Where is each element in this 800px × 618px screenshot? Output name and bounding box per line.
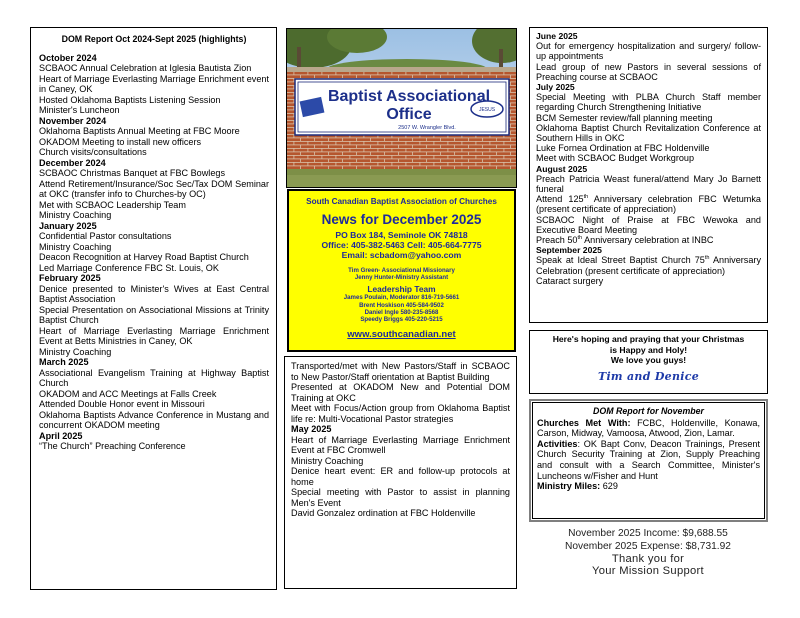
ministry-miles: Ministry Miles: 629 [537, 481, 618, 492]
month-heading: January 2025 [39, 220, 97, 231]
website-link[interactable]: www.southcanadian.net [347, 329, 456, 341]
list-item: Denice presented to Minister's Wives at East Central Baptist Association [39, 283, 269, 304]
month-heading: December 2024 [39, 157, 106, 168]
month-heading: November 2024 [39, 115, 107, 126]
activities: Activities: OK Bapt Conv, Deacon Trainings, Present Church Security Training at Zion, Supply Preaching and consult with a Search Committee, Minister's Luncheons w/Fisher and Hunt [537, 438, 760, 481]
list-item: Out for emergency hospitalization and surgery/ follow-up appointments [536, 41, 761, 62]
churches-met: Churches Met With: FCBC, Holdenville, Konawa, Carson, Midway, Vamoosa, Atwood, Zion, Lamar. [537, 417, 760, 439]
list-item: Hosted Oklahoma Baptists Listening Session [39, 94, 221, 105]
month-heading: July 2025 [536, 82, 575, 93]
assistant: Jenny Hunter-Ministry Assistant [354, 274, 449, 282]
list-item: Ministry Coaching [39, 346, 112, 357]
finance-summary [533, 528, 763, 577]
annual-report-title: DOM Report Oct 2024-Sept 2025 (highlights) [61, 34, 247, 44]
thanks-line-1: Thank you for [611, 553, 685, 565]
signature: Tim and Denice [597, 369, 700, 383]
leader: Speedy Briggs 405-220-5215 [360, 316, 443, 324]
sign-address: 2507 W. Wrangler Blvd. [398, 125, 456, 131]
income: November 2025 Income: $9,688.55 [568, 528, 728, 539]
list-item: Confidential Pastor consultations [39, 231, 172, 241]
list-item: Ministry Coaching [39, 241, 112, 252]
list-item: Attended Double Honor event in Missouri [39, 399, 205, 409]
sign-fish-text: JESUS [478, 107, 496, 113]
list-item: Special Presentation on Associational Missions at Trinity Baptist Church [39, 304, 269, 325]
po-box: PO Box 184, Seminole OK 74818 [335, 230, 468, 240]
leader: Daniel Ingle 580-235-8568 [364, 308, 439, 316]
month-heading: April 2025 [39, 430, 83, 441]
list-item: Meet with Focus/Action group from Oklahoma Baptist life re: Multi-Vocational Pastor strategies [291, 403, 510, 424]
list-item: David Gonzalez ordination at FBC Holdenville [291, 508, 476, 518]
christmas-line-1: Here's hoping and praying that your Christmas [552, 334, 745, 344]
list-item: Associational Evangelism Training at Highway Baptist Church [39, 367, 269, 388]
association-name: South Canadian Baptist Association of Churches [306, 197, 497, 206]
expense: November 2025 Expense: $8,731.92 [565, 540, 731, 552]
list-item: Presented at OKADOM New and Potential DOM Training at OKC [291, 382, 510, 403]
list-item: Preach Patricia Weast funeral/attend Mary Jo Barnett funeral [536, 173, 761, 195]
list-item: OKADOM Meeting to install new officers [39, 136, 202, 147]
dom-report-summer [529, 27, 768, 323]
may-items [291, 435, 510, 519]
april-items-continued [291, 361, 510, 424]
list-item: Luke Fornea Ordination at FBC Holdenville [536, 143, 710, 154]
list-item: Special Meeting with PLBA Church Staff member regarding Church Strengthening Initiative [536, 92, 761, 113]
list-item: Attend 125th Anniversary celebration FBC Wetumka (present certificate of appreciation) [536, 194, 761, 215]
list-item: SCBAOC Annual Celebration at Iglesia Bautista Zion [39, 63, 252, 73]
month-heading: February 2025 [39, 273, 101, 283]
list-item: Oklahoma Baptists Advance Conference in Mustang and concurrent OKADOM meeting [39, 409, 269, 430]
thanks-line-2: Your Mission Support [592, 565, 704, 577]
june-items [536, 41, 761, 82]
email: Email: scbadom@yahoo.com [341, 250, 462, 260]
list-item: Ministry Coaching [39, 210, 112, 220]
month-heading: September 2025 [536, 245, 602, 256]
month-heading: March 2025 [39, 357, 89, 367]
list-item: Cataract surgery [536, 275, 604, 286]
list-item: Oklahoma Baptists Annual Meeting at FBC Moore [39, 126, 240, 136]
missionary: Tim Green- Associational Missionary [348, 267, 455, 274]
list-item: Oklahoma Baptist Church Revitalization Conference at Southern Hills in OKC [536, 122, 761, 144]
annual-report-sections [39, 53, 269, 452]
list-item: Transported/met with New Pastors/Staff in SCBAOC to New Pastor/Staff orientation at Baptist Building [291, 361, 510, 382]
office-sign-photo [286, 28, 517, 188]
leader: James Poulain, Moderator 816-719-5661 [343, 294, 460, 302]
christmas-line-2: is Happy and Holy! [609, 344, 688, 355]
christmas-line-3: We love you guys! [610, 355, 687, 365]
list-item: Denice heart event: ER and follow-up protocols at home [291, 466, 510, 487]
christmas-message [529, 330, 768, 394]
list-item: Church visits/consultations [39, 147, 147, 157]
list-item: Preach 50th Anniversary celebration at INBC [536, 235, 714, 246]
list-item: OKADOM and ACC Meetings at Falls Creek [39, 388, 217, 399]
month-heading: May 2025 [291, 424, 332, 434]
office-sign-image [287, 29, 517, 188]
list-item: Ministry Coaching [291, 455, 364, 466]
list-item: Meet with SCBAOC Budget Workgroup [536, 153, 695, 164]
dom-report-continued [284, 356, 517, 589]
month-heading: August 2025 [536, 163, 588, 174]
list-item: SCBAOC Christmas Banquet at FBC Bowlegs [39, 168, 225, 178]
list-item: BCM Semester review/fall planning meeting [536, 112, 713, 123]
november-report [529, 399, 768, 522]
list-item: Lead group of new Pastors in several sessions of Preaching course at SCBAOC [536, 61, 761, 82]
list-item: Special meeting with Pastor to assist in planning Men's Event [291, 487, 510, 508]
list-item: SCBAOC Night of Praise at FBC Wewoka and Executive Board Meeting [536, 214, 761, 235]
list-item: Led Marriage Conference FBC St. Louis, OK [39, 262, 219, 273]
list-item: Heart of Marriage Everlasting Marriage Enrichment Event at FBC Cromwell [291, 434, 510, 455]
sign-title-2: Office [386, 106, 432, 123]
leader: Brent Hoskison 405-584-9502 [359, 301, 444, 309]
phones: Office: 405-382-5463 Cell: 405-664-7775 [321, 240, 482, 250]
list-item: Attend Retirement/Insurance/Soc Sec/Tax DOM Seminar at OKC (transfer info to Churches-by OC) [39, 178, 269, 199]
list-item: Met with SCBAOC Leadership Team [39, 199, 186, 210]
november-report-title: DOM Report for November [593, 406, 704, 416]
list-item: Heart of Marriage Everlasting Marriage Enrichment event in Caney, OK [39, 73, 269, 94]
list-item: Deacon Recognition at Harvey Road Baptist Church [39, 252, 249, 262]
july-items [536, 92, 761, 163]
list-item: “The Church” Preaching Conference [39, 441, 186, 451]
dom-report-annual [30, 27, 277, 590]
list-item: Speak at Ideal Street Baptist Church 75th Anniversary Celebration (present certificate of appreciation) [536, 255, 761, 276]
sign-title-1: Baptist Associational [327, 88, 491, 105]
newsletter-header [287, 189, 516, 352]
month-heading: June 2025 [536, 31, 578, 41]
news-headline: News for December 2025 [321, 212, 482, 227]
list-item: Minister's Luncheon [39, 105, 120, 115]
month-heading: October 2024 [39, 52, 97, 63]
list-item: Heart of Marriage Everlasting Marriage Enrichment Event at Betts Ministries in Caney, OK [39, 325, 269, 346]
leadership-title: Leadership Team [367, 284, 436, 295]
